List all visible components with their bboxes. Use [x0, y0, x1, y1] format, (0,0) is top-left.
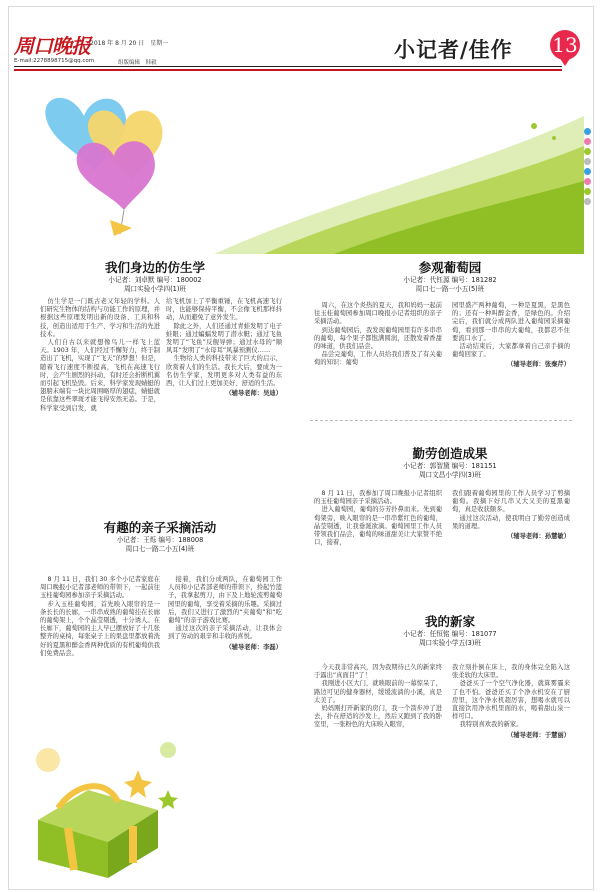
article-reporter: 小记者：任恒铭 编号：181077	[403, 630, 497, 638]
header-rule-accent	[14, 69, 562, 71]
article-paragraph: 我刚进小区大门，就映眼前的一幕惊呆了，路边可见的健身器材，缓缓流淌的小溪，真是太美了。	[314, 680, 442, 704]
article-body-column	[452, 490, 570, 541]
page-number-badge: 13	[550, 30, 580, 60]
side-dot	[584, 198, 591, 205]
article-advisor: （辅导老师：孙慧敏）	[507, 533, 570, 541]
gift-box-illustration	[18, 730, 198, 880]
article-title: 参观葡萄园	[418, 260, 482, 275]
article-school: 周口七一路二小五(4)班	[125, 545, 195, 553]
article-advisor: （辅导老师：于慧丽）	[507, 731, 570, 739]
article-paragraph: 通过这次活动，使我明白了勤劳创造成果的道理。	[452, 514, 570, 530]
side-dot	[584, 148, 591, 155]
article-divider	[310, 420, 572, 421]
side-dot	[584, 158, 591, 165]
article-paragraph: 进入葡萄园，葡萄的芬芳扑鼻而来。先到葡萄架旁，映入眼帘的是一串串紫红色的葡萄，晶莹剔透，让我垂涎欲滴。葡萄园里工作人员带领我们品尝，葡萄的味道甜美让大家赞不绝口，接着，	[314, 506, 442, 547]
article-paragraph: 人们自古以来就想像鸟儿一样飞上蓝天。1903 年，人们经过不懈努力，终于制造出了飞机，实现了“飞天”的梦想！但是，随着飞行速度不断提高，飞机在高速飞行时，会产生剧烈的抖动，有时还会折断机翼而引起飞机坠毁。后来，科学家发现蜻蜓的翅膀末端有一块比周围略厚的翅痣，蜻蜓就是依靠这些翠斑才能飞得安然无恙。于是，科学家受到启发，就	[40, 339, 160, 412]
article-paragraph: 8 月 11 日，我参加了周口晚报小记者组织的玉桂葡萄园亲子采摘活动。	[314, 490, 442, 506]
article-reporter: 小记者：郭智黛 编号：181151	[403, 462, 497, 470]
article-advisor: （辅导老师：吴迪）	[225, 390, 282, 398]
article-body-column	[314, 490, 442, 547]
article-paragraph: 周六，在这个炎热的夏天，我和妈妈一起前往玉桂葡萄园参加周口晚报小记者组织的亲子采摘活动。	[314, 302, 442, 326]
green-swoosh-illustration	[214, 116, 584, 254]
article-school: 周口实验小学五(3)班	[418, 639, 482, 647]
article-school: 周口实验小学四(1)班	[123, 285, 187, 293]
article-reporter: 小记者：刘卓默 编号：180002	[108, 276, 202, 284]
article-paragraph: 我立刻扑倒在床上，我的身体完全陷入这张柔软的大床里。	[452, 664, 570, 680]
side-dot	[584, 178, 591, 185]
article-title: 我的新家	[424, 614, 475, 629]
article-paragraph: 品尝完葡萄，工作人员给我们普及了有关葡萄的知识：葡萄	[314, 351, 442, 367]
article-title: 勤劳创造成果	[412, 446, 488, 461]
article-paragraph: 仿生学是一门既古老又年轻的学科。人们研究生物体的结构与功能工作的原理，并根据这些原理发明出新的设备、工具和科技，创造出适用于生产、学习和生活的先进技术。	[40, 298, 160, 338]
article-paragraph: 除此之外，人们还通过青蛙发明了电子蛙眼；通过蝙蝠发明了潜水艇；通过飞鱼发明了“飞鱼”反舰导弹；通过水母的“顺风耳”发明了“水母耳”风暴预测仪……	[166, 322, 282, 355]
article-paragraph: 活动结束后，大家都拿着自己亲手摘的葡萄回家了。	[452, 343, 570, 359]
article-paragraph: 妈妈刚打开新家的房门，我一个箭步冲了进去，扑在舒适的沙发上，然后又跑到了我的卧室里，一张粉色的大床映入眼帘，	[314, 705, 442, 729]
column-title: 小记者/佳作	[394, 37, 513, 62]
article-paragraph: 园里盛产两种葡萄，一种是夏黑，是黑色的；还有一种叫醉金香，是绿色的。介绍完后，我们就分成两队进入葡萄园采摘葡萄，看到那一串串的大葡萄，我都忍不住要流口水了。	[452, 302, 570, 342]
article-title: 有趣的亲子采摘活动	[103, 520, 217, 535]
article-paragraph: 生物给人类的科技带来了巨大的启示，欣赏着人们的生活。我长大后，要成为一名仿生学家，发明更多对人类有益的东西，让人们过上更加美好、舒适的生活。	[166, 355, 282, 388]
article-body-column	[452, 302, 570, 370]
side-dot	[584, 128, 591, 135]
article-paragraph: 到达葡萄园后，我发现葡萄园里有许多串串的葡萄，每个果子都饱满圆润，还散发着香甜的味道，供我们品尝。	[314, 326, 442, 351]
article-paragraph: 我特别喜欢我的新家。	[459, 721, 523, 729]
newspaper-masthead: 周口晚报	[14, 34, 90, 58]
article-paragraph: 8 月 11 日，我们 30 多个小记者家庭在周口晚报小记者部老师的带领下，一起前往玉桂葡萄园参加亲子采摘活动。	[40, 576, 160, 600]
side-dot	[584, 138, 591, 145]
article-reporter: 小记者：代钰源 编号：181282	[403, 276, 497, 284]
article-title: 我们身边的仿生学	[104, 260, 205, 275]
article-paragraph: 接着，我们分成两队，在葡萄园工作人员和小记者部老师的带领下，拎起竹篮子，我拿起剪刀，由下及上地轮流剪葡萄园里的葡萄，享受着采摘的乐趣。采摘过后，我们又进行了激烈的“夹葡萄”和“吃葡萄”的亲子游戏比赛。	[168, 576, 282, 625]
article-advisor: （辅导老师：李磊）	[225, 643, 282, 651]
issue-date: 2018 年 8 月 20 日 星期一	[90, 40, 169, 47]
article-paragraph: 步入玉桂葡萄园，首先映入眼帘的是一条长长的长廊，一串串成熟的葡萄挂在长廊的葡萄架上，个个晶莹剔透，十分诱人。在长廊下，葡萄园的主人早已摆放好了十几张整齐的桌椅，每张桌子上的果盘里都放着洗好的夏黑和醉金香两种优质的有机葡萄供我们免费品尝。	[40, 600, 160, 657]
article-body-column	[40, 576, 160, 658]
side-dot	[584, 168, 591, 175]
article-advisor: （辅导老师：张秦芹）	[507, 361, 570, 369]
header-rule	[14, 66, 562, 67]
article-paragraph: 给飞机加上了平衡重锤，在飞机高速飞行时，也能够保持平衡，不会像飞机那样抖动，从而避免了意外发生。	[166, 298, 282, 322]
contact-email: E-mail:2278898715@qq.com	[14, 58, 95, 64]
article-body-column	[452, 664, 570, 740]
article-paragraph: 通过这次的亲子采摘活动，让我体会到了劳动的艰辛和丰收的喜悦。	[168, 625, 282, 641]
article-body-column	[314, 664, 442, 730]
article-school: 周口七一路一小五(5)班	[415, 285, 485, 293]
article-school: 周口文昌小学四(3)班	[418, 471, 482, 479]
layout-editor: 组版编辑 韩毅	[118, 60, 157, 66]
article-reporter: 小记者：王烁 编号：188008	[116, 536, 204, 544]
side-dot	[584, 188, 591, 195]
article-paragraph: 我们跟着葡萄园里的工作人员学习了剪摘葡萄。我摘下好几串又大又美的夏黑葡萄，真是收获颇多。	[452, 490, 570, 514]
article-paragraph: 今天我非常高兴，因为我期待已久的新家终于露出“真面目”了！	[314, 664, 442, 680]
article-body-column	[314, 302, 442, 368]
decorative-header-art	[14, 76, 584, 256]
side-dot-strip	[584, 128, 592, 208]
article-body-column	[40, 298, 160, 413]
article-body-column	[168, 576, 282, 652]
article-paragraph: 爸爸买了一个空气净化器，就算雾霾来了也不怕。爸爸还买了个净水机安在了厨房里，这个净水机超厉害，想喝水就可以直接饮用净水机里面的水，喝着甜山泉一样可口。	[452, 680, 570, 721]
article-body-column	[166, 298, 282, 398]
heart-balloons-illustration	[45, 98, 162, 236]
